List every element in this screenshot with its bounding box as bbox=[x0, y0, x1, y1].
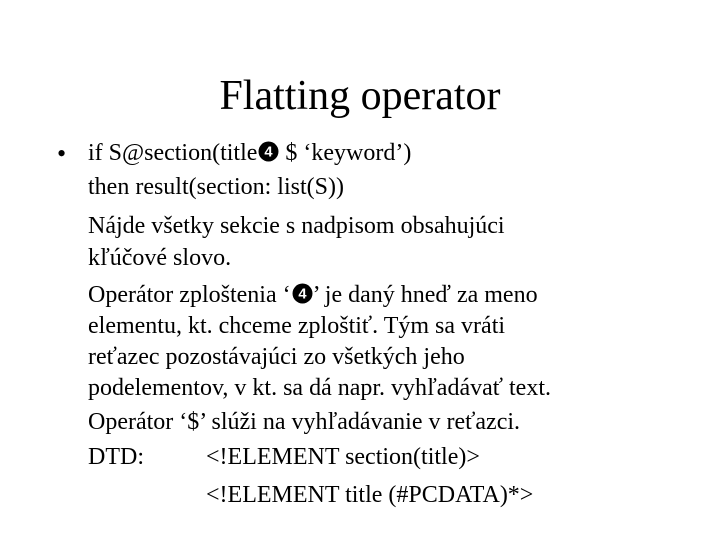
circled-four-digit: 4 bbox=[298, 286, 307, 303]
text-line-6: elementu, kt. chceme zploštiť. Tým sa vráti bbox=[88, 313, 506, 339]
text-line-4: kľúčové slovo. bbox=[88, 245, 232, 271]
text-line-8: podelementov, v kt. sa dá napr. vyhľadávať text. bbox=[88, 375, 551, 401]
circled-four-icon bbox=[292, 283, 313, 304]
text-line-1 bbox=[88, 138, 411, 168]
slide-title: Flatting operator bbox=[219, 73, 501, 119]
text-line-3: Nájde všetky sekcie s nadpisom obsahujúci bbox=[88, 213, 505, 239]
text-line-1-start: if S@section(title bbox=[88, 140, 258, 166]
text-line-2: then result(section: list(S)) bbox=[88, 174, 344, 200]
dtd-line-1 bbox=[88, 442, 480, 472]
text-line-5 bbox=[88, 280, 538, 310]
text-line-1-end: $ ‘keyword’) bbox=[279, 140, 412, 166]
dtd-element-section: <!ELEMENT section(title)> bbox=[206, 444, 480, 470]
circled-four-digit: 4 bbox=[264, 144, 273, 161]
dtd-line-2 bbox=[88, 480, 533, 510]
text-line-5-start: Operátor zploštenia ‘ bbox=[88, 282, 291, 308]
text-line-5-end: ’ je daný hneď za meno bbox=[312, 282, 538, 308]
circled-four-icon bbox=[258, 141, 279, 162]
bullet-dot: • bbox=[57, 139, 67, 168]
text-line-9: Operátor ‘$’ slúži na vyhľadávanie v reťazci. bbox=[88, 409, 521, 435]
text-line-7: reťazec pozostávajúci zo všetkých jeho bbox=[88, 344, 465, 370]
dtd-element-title: <!ELEMENT title (#PCDATA)*> bbox=[206, 482, 534, 508]
dtd-label: DTD: bbox=[88, 444, 144, 470]
